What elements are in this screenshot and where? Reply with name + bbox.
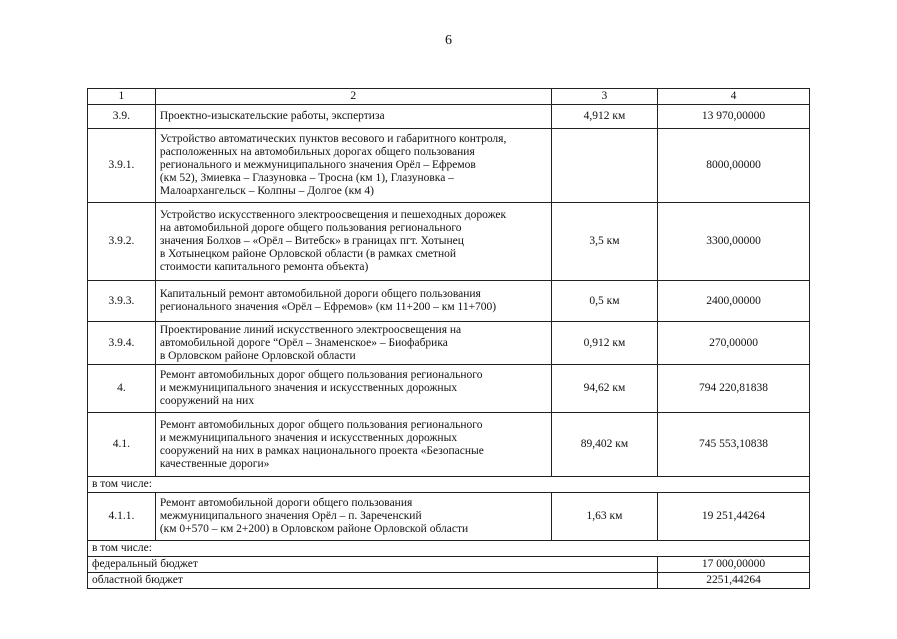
- item-quantity: 3,5 км: [551, 203, 657, 281]
- item-description: [155, 365, 551, 413]
- description-line: Проектно-изыскательские работы, экспертиза: [159, 110, 385, 122]
- description-line: Устройство автоматических пунктов весового и габаритного контроля,: [159, 133, 507, 145]
- description-line: в Орловском районе Орловской области: [159, 349, 356, 362]
- item-number: 4.1.1.: [88, 493, 156, 541]
- item-number: 3.9.: [88, 105, 156, 129]
- description-line: Ремонт автомобильной дороги общего пользования: [159, 497, 413, 509]
- budget-row: [88, 557, 810, 573]
- description-line: регионального значения «Орёл – Ефремов» (км 11+200 – км 11+700): [159, 301, 497, 313]
- header-col-2: 2: [155, 89, 551, 105]
- item-number: 3.9.3.: [88, 281, 156, 322]
- description-line: сооружений на них: [159, 395, 255, 407]
- financing-table: [87, 88, 810, 589]
- item-quantity: 0,5 км: [551, 281, 657, 322]
- budget-amount: 2251,44264: [658, 573, 810, 589]
- description-line: автомобильной дороге “Орёл – Знаменское» – Биофабрика: [159, 336, 448, 349]
- description-line: Устройство искусственного электроосвещения и пешеходных дорожек: [159, 209, 507, 221]
- table-row: [88, 365, 810, 413]
- subheading-row: [88, 477, 810, 493]
- description-line: и межмуниципального значения и искусственных дорожных: [159, 431, 458, 444]
- subheading-row-text: в том числе:: [88, 477, 810, 493]
- page-number: 6: [445, 33, 452, 48]
- table-row: [88, 322, 810, 365]
- item-description: [155, 413, 551, 477]
- item-amount: 745 553,10838: [658, 413, 810, 477]
- description-line: Проектирование линий искусственного электроосвещения на: [159, 323, 462, 336]
- item-description: [155, 203, 551, 281]
- description-line: стоимости капитального ремонта объекта): [159, 261, 369, 273]
- description-line: Капитальный ремонт автомобильной дороги общего пользования: [159, 288, 481, 300]
- subheading-row: [88, 541, 810, 557]
- header-row: [88, 89, 810, 105]
- item-description: [155, 281, 551, 322]
- description-line: Малоархангельск – Колпны – Долгое (км 4): [159, 185, 374, 197]
- item-quantity: 1,63 км: [551, 493, 657, 541]
- item-description: [155, 493, 551, 541]
- description-line: сооружений на них в рамках национального проекта «Безопасные: [159, 444, 484, 457]
- budget-row: [88, 573, 810, 589]
- description-line: значения Болхов – «Орёл – Витебск» в границах пгт. Хотынец: [159, 235, 464, 247]
- item-number: 3.9.1.: [88, 129, 156, 203]
- header-col-3: 3: [551, 89, 657, 105]
- table-row: [88, 203, 810, 281]
- item-amount: 3300,00000: [658, 203, 810, 281]
- item-quantity: [551, 129, 657, 203]
- description-line: межмуниципального значения Орёл – п. Зареченский: [159, 510, 422, 522]
- budget-amount: 17 000,00000: [658, 557, 810, 573]
- item-amount: 13 970,00000: [658, 105, 810, 129]
- description-line: и межмуниципального значения и искусственных дорожных: [159, 382, 458, 394]
- item-description: [155, 322, 551, 365]
- item-number: 4.: [88, 365, 156, 413]
- table-row: [88, 493, 810, 541]
- description-line: (км 52), Змиевка – Глазуновка – Тросна (км 1), Глазуновка –: [159, 172, 454, 184]
- description-line: качественные дороги»: [159, 457, 270, 470]
- item-amount: 8000,00000: [658, 129, 810, 203]
- subheading-row-text: в том числе:: [88, 541, 810, 557]
- item-amount: 2400,00000: [658, 281, 810, 322]
- description-line: на автомобильной дороге общего пользования регионального: [159, 222, 462, 234]
- description-line: Ремонт автомобильных дорог общего пользования регионального: [159, 369, 483, 381]
- description-line: в Хотынецком районе Орловской области (в рамках сметной: [159, 248, 457, 260]
- item-number: 3.9.4.: [88, 322, 156, 365]
- table-row: [88, 281, 810, 322]
- budget-label: областной бюджет: [88, 573, 658, 589]
- description-line: Ремонт автомобильных дорог общего пользования регионального: [159, 418, 483, 431]
- item-number: 4.1.: [88, 413, 156, 477]
- header-col-4: 4: [658, 89, 810, 105]
- item-quantity: 94,62 км: [551, 365, 657, 413]
- item-description: [155, 129, 551, 203]
- description-line: расположенных на автомобильных дорогах общего пользования: [159, 146, 475, 158]
- item-quantity: 89,402 км: [551, 413, 657, 477]
- table-row: [88, 413, 810, 477]
- item-amount: 270,00000: [658, 322, 810, 365]
- description-line: регионального и межмуниципального значения Орёл – Ефремов: [159, 159, 476, 171]
- table-row: [88, 129, 810, 203]
- item-amount: 19 251,44264: [658, 493, 810, 541]
- table-row: [88, 105, 810, 129]
- item-quantity: 0,912 км: [551, 322, 657, 365]
- item-number: 3.9.2.: [88, 203, 156, 281]
- header-col-1: 1: [88, 89, 156, 105]
- description-line: (км 0+570 – км 2+200) в Орловском районе Орловской области: [159, 523, 469, 535]
- item-description: [155, 105, 551, 129]
- item-quantity: 4,912 км: [551, 105, 657, 129]
- budget-label: федеральный бюджет: [88, 557, 658, 573]
- item-amount: 794 220,81838: [658, 365, 810, 413]
